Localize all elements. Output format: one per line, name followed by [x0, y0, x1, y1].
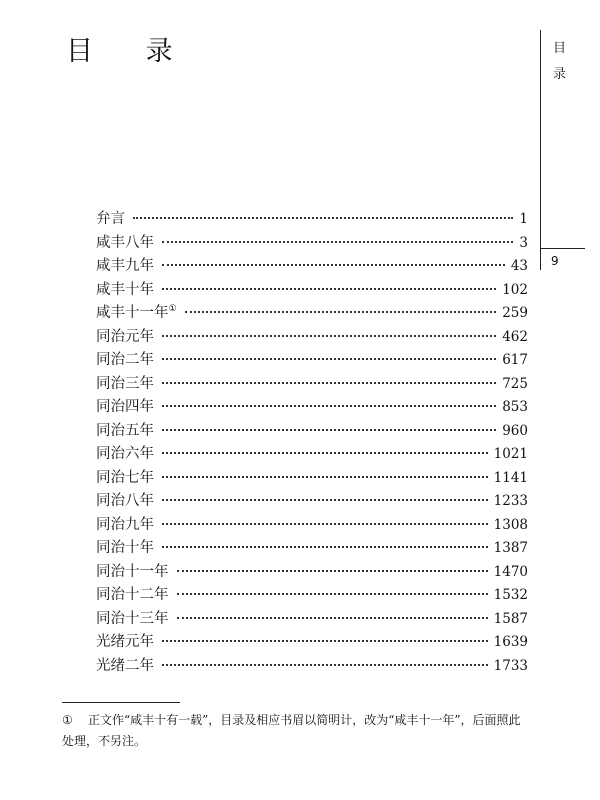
toc-entry-label: 咸丰八年: [96, 234, 154, 251]
dot-leader: [177, 570, 488, 572]
footnote: [62, 710, 522, 752]
toc-entry-label: 光绪二年: [96, 657, 154, 674]
footnote-text: 正文作“咸丰十有一载”，目录及相应书眉以简明计，改为“咸丰十一年”，后面照此处理，不另注。: [62, 713, 521, 748]
toc-entry-page: 1233: [493, 493, 528, 509]
dot-leader: [162, 382, 496, 384]
toc-entry-page: 259: [502, 305, 528, 321]
toc-entry[interactable]: [96, 208, 528, 232]
toc-entry-page: 43: [510, 258, 528, 274]
toc-entry[interactable]: [96, 467, 528, 491]
footnote-marker: ①: [168, 304, 177, 315]
table-of-contents: [96, 208, 528, 678]
dot-leader: [133, 217, 513, 219]
dot-leader: [162, 288, 496, 290]
toc-entry-label: 同治二年: [96, 352, 154, 368]
dot-leader: [185, 311, 497, 313]
toc-entry[interactable]: [96, 631, 528, 655]
toc-entry[interactable]: [96, 326, 528, 350]
toc-entry-page: 3: [519, 234, 528, 251]
toc-entry-page: 1532: [493, 587, 528, 603]
toc-entry-page: 960: [502, 422, 528, 439]
dot-leader: [162, 499, 488, 501]
toc-entry-page: 1141: [493, 469, 528, 486]
dot-leader: [162, 335, 496, 337]
dot-leader: [162, 546, 488, 548]
toc-entry[interactable]: [96, 396, 528, 420]
toc-entry[interactable]: [96, 561, 528, 585]
toc-entry-page: 1639: [493, 634, 528, 650]
toc-entry[interactable]: [96, 279, 528, 303]
toc-entry-label: 同治十一年: [96, 563, 169, 580]
dot-leader: [162, 241, 513, 243]
toc-entry[interactable]: [96, 420, 528, 444]
page-title: 目 录: [66, 36, 195, 67]
toc-entry-page: 1: [519, 211, 528, 227]
toc-entry-label: 咸丰十一年①: [96, 304, 177, 321]
toc-entry[interactable]: [96, 490, 528, 514]
toc-entry-page: 853: [502, 399, 528, 415]
toc-entry-label: 同治四年: [96, 399, 154, 415]
toc-entry-label: 咸丰十年: [96, 281, 154, 298]
toc-entry[interactable]: [96, 373, 528, 397]
toc-entry-label: 同治十年: [96, 540, 154, 556]
side-tab-title: 目录: [553, 41, 567, 82]
dot-leader: [162, 429, 496, 431]
toc-entry-page: 462: [502, 328, 528, 345]
toc-entry-label: 同治元年: [96, 328, 154, 345]
toc-entry-label: 同治八年: [96, 493, 154, 509]
toc-entry-page: 617: [502, 352, 528, 368]
toc-entry-page: 102: [502, 281, 528, 298]
toc-entry-label: 同治七年: [96, 469, 154, 486]
toc-entry-page: 1733: [493, 657, 528, 674]
toc-entry-page: 1387: [493, 540, 528, 556]
toc-entry-label: 同治十二年: [96, 587, 169, 603]
toc-entry[interactable]: [96, 255, 528, 279]
toc-entry[interactable]: [96, 537, 528, 561]
toc-entry[interactable]: [96, 302, 528, 326]
toc-entry-page: 725: [502, 375, 528, 392]
toc-entry-label: 咸丰九年: [96, 258, 154, 274]
page-number: 9: [551, 254, 559, 268]
toc-entry-page: 1470: [493, 563, 528, 580]
toc-entry-label: 光绪元年: [96, 634, 154, 650]
toc-entry[interactable]: [96, 655, 528, 679]
toc-entry[interactable]: [96, 443, 528, 467]
toc-entry[interactable]: [96, 514, 528, 538]
side-tab: [540, 30, 600, 270]
toc-entry-label: 弁言: [96, 211, 125, 227]
dot-leader: [162, 405, 496, 407]
footnote-divider: [62, 702, 180, 703]
toc-entry-label: 同治十三年: [96, 610, 169, 627]
toc-entry-label: 同治三年: [96, 375, 154, 392]
toc-entry[interactable]: [96, 608, 528, 632]
dot-leader: [177, 617, 488, 619]
toc-entry[interactable]: [96, 349, 528, 373]
dot-leader: [162, 264, 505, 266]
toc-entry[interactable]: [96, 584, 528, 608]
dot-leader: [162, 476, 488, 478]
dot-leader: [162, 664, 488, 666]
toc-entry-label: 同治九年: [96, 516, 154, 533]
toc-entry[interactable]: [96, 232, 528, 256]
toc-entry-label: 同治六年: [96, 446, 154, 462]
toc-entry-page: 1308: [493, 516, 528, 533]
dot-leader: [162, 358, 496, 360]
side-tab-rule: [541, 248, 585, 249]
toc-entry-page: 1587: [493, 610, 528, 627]
dot-leader: [162, 523, 488, 525]
toc-entry-page: 1021: [493, 446, 528, 462]
footnote-mark: ①: [62, 713, 73, 727]
dot-leader: [162, 640, 488, 642]
dot-leader: [162, 452, 488, 454]
toc-entry-label: 同治五年: [96, 422, 154, 439]
dot-leader: [177, 593, 488, 595]
